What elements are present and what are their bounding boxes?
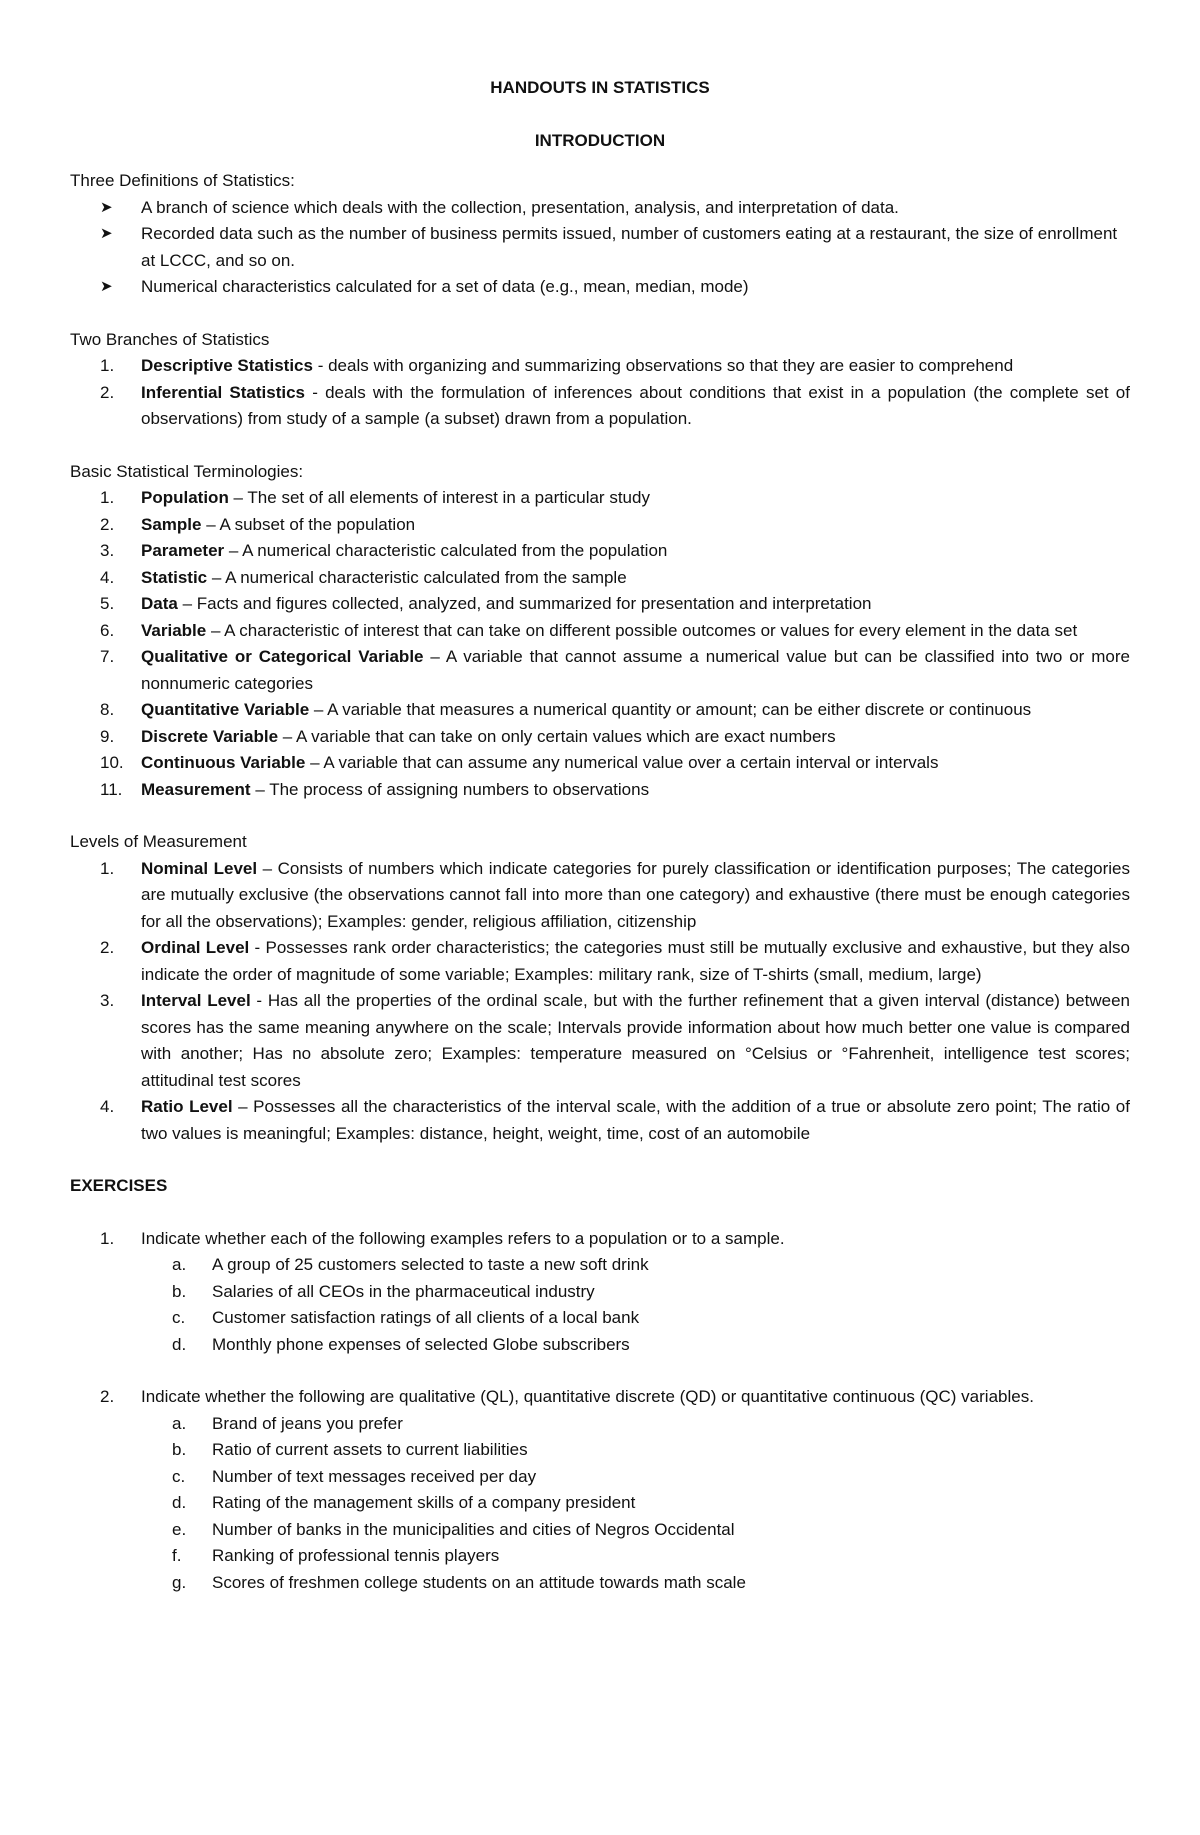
list-item: 8. Quantitative Variable – A variable that measures a numerical quantity or amount; can be either discrete or continuous (100, 700, 1032, 719)
list-item: 1. Nominal Level – Consists of numbers which indicate categories for purely classification or identification purposes; The categories are mutually exclusive (the observations cannot fall into more than one category) and exhaustive (there must be enough categories for all the observations); Examples: gender, religious affiliation, citizenship (100, 858, 1130, 931)
list-item: b. Salaries of all CEOs in the pharmaceutical industry (172, 1281, 595, 1301)
definitions-heading: Three Definitions of Statistics: (70, 171, 295, 190)
exercise-1 (70, 1226, 1130, 1253)
list-item: g. Scores of freshmen college students on an attitude towards math scale (172, 1572, 746, 1592)
terminologies-heading: Basic Statistical Terminologies: (70, 461, 304, 481)
exercise-prompt: 1. Indicate whether each of the following examples refers to a population or to a sample. (100, 1228, 785, 1248)
exercise-1-subitems (70, 1252, 1130, 1358)
list-item: d. Monthly phone expenses of selected Globe subscribers (172, 1334, 630, 1354)
levels-list (70, 856, 1130, 1148)
list-item: 10. Continuous Variable – A variable that can assume any numerical value over a certain interval or intervals (100, 753, 939, 772)
definitions-list (70, 195, 1130, 301)
exercise-2-subitems (70, 1411, 1130, 1597)
arrow-bullet-icon: ➤ (100, 278, 113, 295)
list-item: f. Ranking of professional tennis players (172, 1546, 500, 1565)
list-item: a. Brand of jeans you prefer (172, 1413, 403, 1433)
list-item: 2. Sample – A subset of the population (100, 514, 416, 534)
list-item: a. A group of 25 customers selected to taste a new soft drink (172, 1255, 649, 1274)
list-item: 1. Population – The set of all elements of interest in a particular study (100, 488, 650, 507)
list-item: 6. Variable – A characteristic of interest that can take on different possible outcomes or values for every element in the data set (100, 620, 1078, 640)
terminologies-list (70, 485, 1130, 803)
list-item: c. Customer satisfaction ratings of all clients of a local bank (172, 1308, 640, 1327)
branches-heading: Two Branches of Statistics (70, 329, 270, 349)
list-item: 2. Inferential Statistics - deals with the formulation of inferences about conditions that exist in a population (the complete set of observations) from study of a sample (a subset) drawn from a population. (100, 382, 1130, 428)
list-item: ➤ A branch of science which deals with the collection, presentation, analysis, and interpretation of data. (70, 195, 1130, 222)
list-item: c. Number of text messages received per day (172, 1466, 537, 1486)
section-title-introduction: INTRODUCTION (534, 130, 666, 150)
list-item: 2. Ordinal Level - Possesses rank order characteristics; the categories must still be mutually exclusive and exhaustive, but they also indicate the order of magnitude of some variable; Examples: military rank, size of T-shirts (small, medium, large) (100, 938, 1130, 984)
exercise-2 (70, 1384, 1130, 1411)
list-item: ➤ Numerical characteristics calculated for a set of data (e.g., mean, median, mode) (70, 274, 1130, 301)
arrow-bullet-icon: ➤ (100, 225, 113, 242)
list-item: 1. Descriptive Statistics - deals with organizing and summarizing observations so that they are easier to comprehend (100, 356, 1014, 375)
list-item: e. Number of banks in the municipalities and cities of Negros Occidental (172, 1519, 735, 1539)
branches-list (70, 353, 1130, 433)
list-item: ➤ Recorded data such as the number of business permits issued, number of customers eating at a restaurant, the size of enrollment at LCCC, and so on. (70, 221, 1130, 274)
list-item: d. Rating of the management skills of a company president (172, 1493, 636, 1512)
levels-heading: Levels of Measurement (70, 832, 247, 851)
exercises-heading: EXERCISES (70, 1176, 168, 1195)
exercise-prompt: 2. Indicate whether the following are qualitative (QL), quantitative discrete (QD) or quantitative continuous (QC) variables. (100, 1387, 1034, 1406)
list-item: 7. Qualitative or Categorical Variable – A variable that cannot assume a numerical value but can be classified into two or more nonnumeric categories (100, 647, 1130, 693)
arrow-bullet-icon: ➤ (100, 198, 113, 216)
list-item: 11. Measurement – The process of assigning numbers to observations (100, 779, 650, 799)
list-item: 9. Discrete Variable – A variable that can take on only certain values which are exact numbers (100, 726, 836, 746)
list-item: 3. Interval Level - Has all the properties of the ordinal scale, but with the further refinement that a given interval (distance) between scores has the same meaning anywhere on the scale; Intervals provide information about how much better one value is compared with another; Has no absolute zero; Examples: temperature measured on °Celsius or °Fahrenheit, intelligence test scores; attitudinal test scores (100, 991, 1130, 1090)
list-item: 4. Ratio Level – Possesses all the characteristics of the interval scale, with the addition of a true or absolute zero point; The ratio of two values is meaningful; Examples: distance, height, weight, time, cost of an automobile (100, 1097, 1130, 1143)
list-item: 3. Parameter – A numerical characteristic calculated from the population (100, 541, 668, 560)
document-title: HANDOUTS IN STATISTICS (490, 78, 710, 97)
list-item: 4. Statistic – A numerical characteristic calculated from the sample (100, 567, 627, 587)
list-item: 5. Data – Facts and figures collected, analyzed, and summarized for presentation and interpretation (100, 594, 872, 613)
list-item: b. Ratio of current assets to current liabilities (172, 1440, 528, 1459)
